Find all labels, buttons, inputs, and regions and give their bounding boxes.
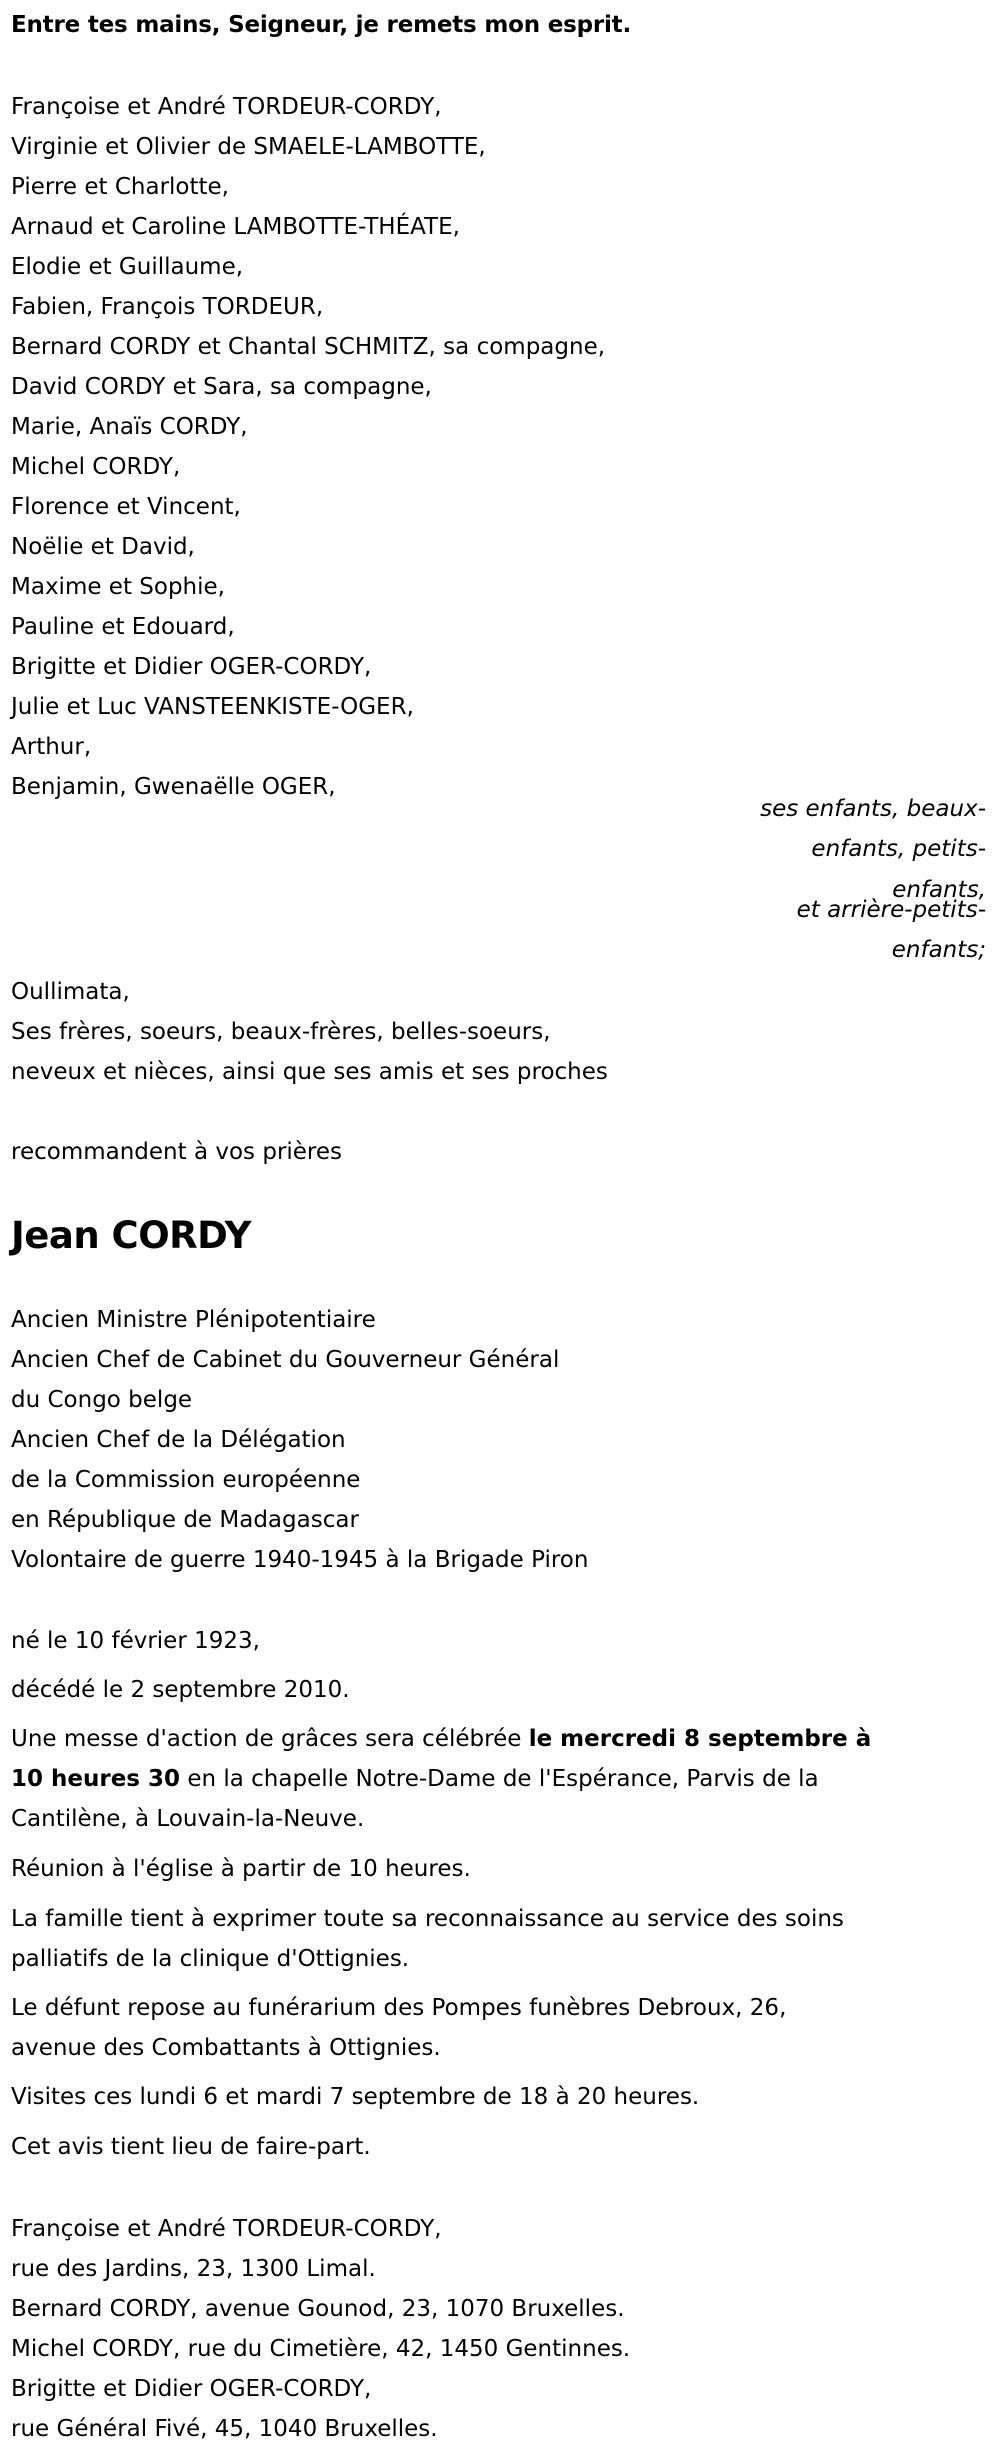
address-line: Bernard CORDY, avenue Gounod, 23, 1070 Bruxelles. xyxy=(11,2296,625,2322)
address-line: Brigitte et Didier OGER-CORDY, xyxy=(11,2376,372,2402)
recommend-text: recommandent à vos prières xyxy=(11,1139,343,1165)
birth-date: né le 10 février 1923, xyxy=(11,1628,260,1654)
rest-line: avenue des Combattants à Ottignies. xyxy=(11,2035,441,2061)
thanks-line: La famille tient à exprimer toute sa reconnaissance au service des soins xyxy=(11,1906,844,1932)
family-member: Marie, Anaïs CORDY, xyxy=(11,414,248,440)
family-member: Arthur, xyxy=(11,734,92,760)
mass-location: en la chapelle Notre-Dame de l'Espérance, Parvis de la xyxy=(180,1766,819,1792)
relationship-line: enfants, xyxy=(892,877,986,903)
epigraph: Entre tes mains, Seigneur, je remets mon esprit. xyxy=(11,12,632,38)
relationship-line: ses enfants, beaux- xyxy=(760,796,986,822)
family-member: David CORDY et Sara, sa compagne, xyxy=(11,374,432,400)
family-member: Fabien, François TORDEUR, xyxy=(11,294,324,320)
family-member: Françoise et André TORDEUR-CORDY, xyxy=(11,94,442,120)
title-line: Ancien Ministre Plénipotentiaire xyxy=(11,1307,376,1333)
relative-line: Oullimata, xyxy=(11,979,130,1005)
address-line: rue Général Fivé, 45, 1040 Bruxelles. xyxy=(11,2416,438,2442)
mass-text: Une messe d'action de grâces sera célébrée xyxy=(11,1726,529,1752)
relationship-line: et arrière-petits- xyxy=(796,897,986,923)
family-member: Pauline et Edouard, xyxy=(11,614,235,640)
family-member: Maxime et Sophie, xyxy=(11,574,225,600)
family-member: Florence et Vincent, xyxy=(11,494,241,520)
title-line: Ancien Chef de Cabinet du Gouverneur Général xyxy=(11,1347,560,1373)
death-date: décédé le 2 septembre 2010. xyxy=(11,1677,350,1703)
address-line: Michel CORDY, rue du Cimetière, 42, 1450 Gentinnes. xyxy=(11,2336,631,2362)
title-line: de la Commission européenne xyxy=(11,1467,361,1493)
family-member: Benjamin, Gwenaëlle OGER, xyxy=(11,774,336,800)
family-member: Brigitte et Didier OGER-CORDY, xyxy=(11,654,372,680)
family-member: Michel CORDY, xyxy=(11,454,181,480)
family-member: Bernard CORDY et Chantal SCHMITZ, sa compagne, xyxy=(11,334,606,360)
address-line: Françoise et André TORDEUR-CORDY, xyxy=(11,2216,442,2242)
family-member: Pierre et Charlotte, xyxy=(11,174,229,200)
relationship-line: enfants; xyxy=(891,937,986,963)
mass-line: Cantilène, à Louvain-la-Neuve. xyxy=(11,1806,365,1832)
title-line: Ancien Chef de la Délégation xyxy=(11,1427,346,1453)
rest-line: Le défunt repose au funérarium des Pompes funèbres Debroux, 26, xyxy=(11,1995,787,2021)
mass-time: 10 heures 30 xyxy=(11,1766,181,1792)
deceased-name: Jean CORDY xyxy=(11,1214,251,1257)
family-member: Elodie et Guillaume, xyxy=(11,254,244,280)
notice-text: Cet avis tient lieu de faire-part. xyxy=(11,2134,371,2160)
title-line: du Congo belge xyxy=(11,1387,193,1413)
family-member: Arnaud et Caroline LAMBOTTE-THÉATE, xyxy=(11,214,460,240)
family-member: Noëlie et David, xyxy=(11,534,195,560)
relative-line: Ses frères, soeurs, beaux-frères, belles-soeurs, xyxy=(11,1019,551,1045)
relationship-line: enfants, petits- xyxy=(811,836,986,862)
mass-line xyxy=(11,1724,871,1754)
visits-info: Visites ces lundi 6 et mardi 7 septembre de 18 à 20 heures. xyxy=(11,2084,700,2110)
title-line: Volontaire de guerre 1940-1945 à la Brigade Piron xyxy=(11,1547,589,1573)
address-line: rue des Jardins, 23, 1300 Limal. xyxy=(11,2256,376,2282)
mass-line xyxy=(11,1764,819,1794)
family-member: Virginie et Olivier de SMAELE-LAMBOTTE, xyxy=(11,134,486,160)
relative-line: neveux et nièces, ainsi que ses amis et ses proches xyxy=(11,1059,608,1085)
meeting-info: Réunion à l'église à partir de 10 heures. xyxy=(11,1856,471,1882)
family-member: Julie et Luc VANSTEENKISTE-OGER, xyxy=(11,694,414,720)
mass-date: le mercredi 8 septembre à xyxy=(528,1726,872,1752)
title-line: en République de Madagascar xyxy=(11,1507,359,1533)
thanks-line: palliatifs de la clinique d'Ottignies. xyxy=(11,1946,410,1972)
